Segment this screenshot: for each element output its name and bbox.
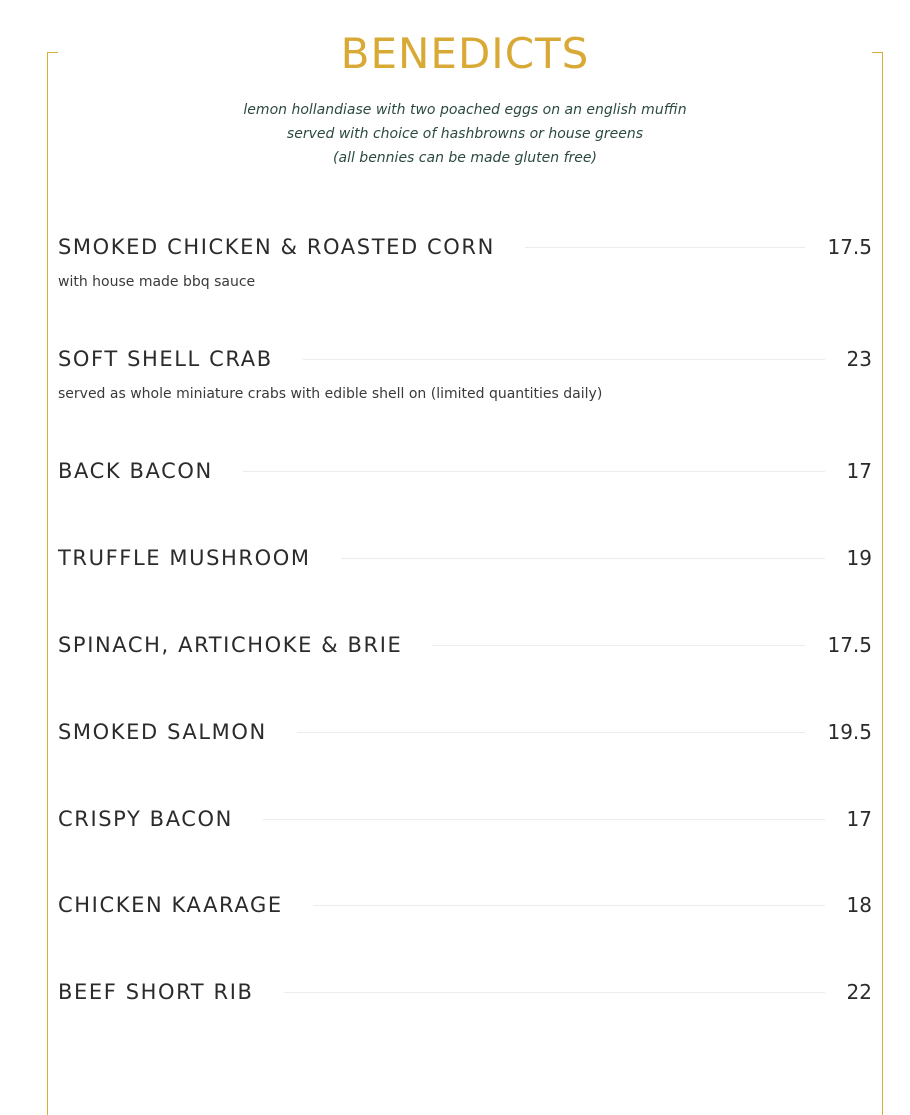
menu-item — [58, 890, 872, 920]
menu-item — [58, 456, 872, 486]
menu-item-price: 19 — [846, 546, 872, 570]
menu-item-row — [58, 344, 872, 374]
menu-item-price: 17 — [846, 807, 872, 831]
menu-section-title: BENEDICTS — [340, 29, 590, 78]
menu-item-price: 17.5 — [827, 633, 872, 657]
menu-item-price: 17.5 — [827, 235, 872, 259]
menu-item-row — [58, 232, 872, 262]
menu-item-name: SMOKED CHICKEN & ROASTED CORN — [58, 235, 495, 259]
menu-item-price: 19.5 — [827, 720, 872, 744]
menu-item — [58, 804, 872, 834]
menu-item-row — [58, 890, 872, 920]
dotted-leader — [303, 359, 825, 360]
menu-item — [58, 344, 872, 402]
dotted-leader — [341, 558, 825, 559]
menu-item-name: SMOKED SALMON — [58, 720, 267, 744]
dotted-leader — [432, 645, 805, 646]
dotted-leader — [525, 247, 806, 248]
menu-item-row — [58, 543, 872, 573]
dotted-leader — [263, 819, 825, 820]
menu-item — [58, 630, 872, 660]
dotted-leader — [284, 992, 825, 993]
menu-item-name: CRISPY BACON — [58, 807, 233, 831]
menu-item-description: served as whole miniature crabs with edible shell on (limited quantities daily) — [58, 386, 603, 402]
menu-item — [58, 232, 872, 290]
menu-item-name: SPINACH, ARTICHOKE & BRIE — [58, 633, 403, 657]
menu-item-price: 17 — [846, 459, 872, 483]
subtitle-line-3: (all bennies can be made gluten free) — [333, 150, 597, 166]
menu-item-row — [58, 630, 872, 660]
dotted-leader — [297, 732, 806, 733]
dotted-leader — [243, 471, 825, 472]
menu-item-price: 18 — [846, 893, 872, 917]
menu-item-price: 22 — [846, 980, 872, 1004]
menu-item-row — [58, 717, 872, 747]
menu-item-price: 23 — [846, 347, 872, 371]
subtitle-line-1: lemon hollandiase with two poached eggs on an english muffin — [243, 102, 687, 118]
menu-item — [58, 717, 872, 747]
menu-item-name: BACK BACON — [58, 459, 213, 483]
menu-item — [58, 977, 872, 1007]
menu-item-name: BEEF SHORT RIB — [58, 980, 254, 1004]
menu-item-row — [58, 456, 872, 486]
menu-item-description: with house made bbq sauce — [58, 274, 256, 290]
menu-item — [58, 543, 872, 573]
dotted-leader — [313, 905, 825, 906]
menu-item-row — [58, 977, 872, 1007]
frame-right-border — [882, 52, 883, 1115]
frame-left-border — [47, 52, 48, 1115]
menu-section-subtitle — [0, 98, 910, 170]
menu-item-name: SOFT SHELL CRAB — [58, 347, 273, 371]
menu-item-name: CHICKEN KAARAGE — [58, 893, 283, 917]
menu-item-name: TRUFFLE MUSHROOM — [58, 546, 311, 570]
menu-item-row — [58, 804, 872, 834]
subtitle-line-2: served with choice of hashbrowns or house greens — [286, 126, 644, 142]
